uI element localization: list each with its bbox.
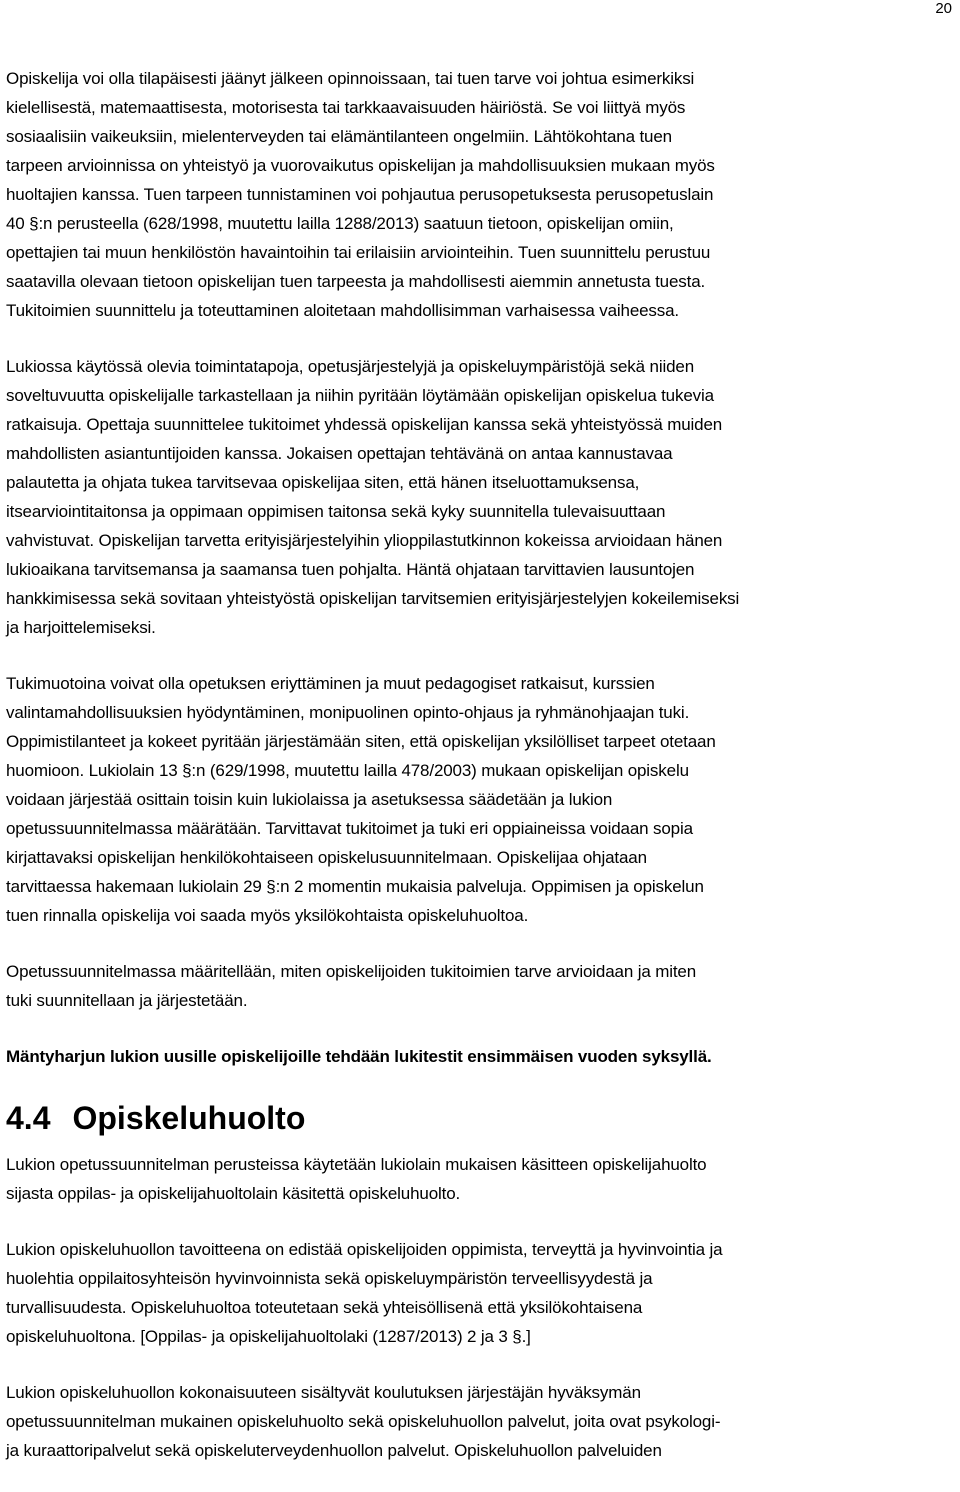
text-line: palautetta ja ohjata tukea tarvitsevaa opiskelijaa siten, että hänen itseluottamuksensa, <box>6 473 640 492</box>
text-line: soveltuvuutta opiskelijalle tarkastellaan ja niihin pyritään löytämään opiskelijan opiskelua tukevia <box>6 386 714 405</box>
document-body <box>6 64 956 1492</box>
text-line: voidaan järjestää osittain toisin kuin lukiolaissa ja asetuksessa säädetään ja lukion <box>6 790 613 809</box>
paragraph-practices <box>6 352 956 642</box>
bold-note: Mäntyharjun lukion uusille opiskelijoille tehdään lukitestit ensimmäisen vuoden syksyllä. <box>6 1047 712 1066</box>
text-line: opettajien tai muun henkilöstön havaintoihin tai erilaisiin arviointeihin. Tuen suunnittelu perustuu <box>6 243 711 262</box>
text-line: kirjattavaksi opiskelijan henkilökohtaiseen opiskelusuunnitelmaan. Opiskelijaa ohjataan <box>6 848 647 867</box>
section-title: Opiskeluhuolto <box>72 1100 306 1136</box>
text-line: ratkaisuja. Opettaja suunnittelee tukitoimet yhdessä opiskelijan kanssa sekä yhteistyössä muiden <box>6 415 723 434</box>
text-line: lukioaikana tarvitsemansa ja saamansa tuen pohjalta. Häntä ohjataan tarvittavien lausuntojen <box>6 560 695 579</box>
text-line: Tukitoimien suunnittelu ja toteuttaminen aloitetaan mahdollisimman varhaisessa vaiheessa. <box>6 301 680 320</box>
paragraph-curriculum-definition <box>6 957 956 1015</box>
text-line: opetussuunnitelmassa määrätään. Tarvittavat tukitoimet ja tuki eri oppiaineissa voidaan sopia <box>6 819 693 838</box>
text-line: valintamahdollisuuksien hyödyntäminen, monipuolinen opinto-ohjaus ja ryhmänohjaajan tuki. <box>6 703 690 722</box>
text-line: sosiaalisiin vaikeuksiin, mielenterveyden tai elämäntilanteen ongelmiin. Lähtökohtana tuen <box>6 127 672 146</box>
text-line: huomioon. Lukiolain 13 §:n (629/1998, muutettu lailla 478/2003) mukaan opiskelijan opiskelu <box>6 761 689 780</box>
text-line: tuki suunnitellaan ja järjestetään. <box>6 991 248 1010</box>
text-line: Lukiossa käytössä olevia toimintatapoja, opetusjärjestelyjä ja opiskeluympäristöjä sekä niiden <box>6 357 695 376</box>
text-line: huoltajien kanssa. Tuen tarpeen tunnistaminen voi pohjautua perusopetuksesta perusopetuslain <box>6 185 714 204</box>
text-line: Lukion opiskeluhuollon kokonaisuuteen sisältyvät koulutuksen järjestäjän hyväksymän <box>6 1383 641 1402</box>
text-line: vahvistuvat. Opiskelijan tarvetta erityisjärjestelyihin ylioppilastutkinnon kokeissa arvioidaan hänen <box>6 531 723 550</box>
text-line: itsearviointitaitonsa ja oppimaan oppimisen taitonsa sekä kyky suunnitella tulevaisuuttaan <box>6 502 666 521</box>
text-line: sijasta oppilas- ja opiskelijahuoltolain käsitettä opiskeluhuolto. <box>6 1184 461 1203</box>
paragraph-whole <box>6 1378 956 1465</box>
text-line: ja harjoittelemiseksi. <box>6 618 156 637</box>
text-line: opiskeluhuoltona. [Oppilas- ja opiskelijahuoltolaki (1287/2013) 2 ja 3 §.] <box>6 1327 531 1346</box>
text-line: tuen rinnalla opiskelija voi saada myös yksilökohtaista opiskeluhuoltoa. <box>6 906 529 925</box>
text-line: opetussuunnitelman mukainen opiskeluhuolto sekä opiskeluhuollon palvelut, joita ovat psykologi- <box>6 1412 721 1431</box>
text-line: turvallisuudesta. Opiskeluhuoltoa toteutetaan sekä yhteisöllisenä että yksilökohtaisena <box>6 1298 643 1317</box>
section-heading <box>6 1098 956 1138</box>
page-number: 20 <box>935 0 952 17</box>
text-line: hankkimisessa sekä sovitaan yhteistyöstä opiskelijan tarvitsemien erityisjärjestelyjen kokeilemiseksi <box>6 589 740 608</box>
text-line: tarvittaessa hakemaan lukiolain 29 §:n 2 momentin mukaisia palveluja. Oppimisen ja opiskelun <box>6 877 704 896</box>
text-line: tarpeen arvioinnissa on yhteistyö ja vuorovaikutus opiskelijan ja mahdollisuuksien mukaan myös <box>6 156 715 175</box>
text-line: ja kuraattoripalvelut sekä opiskeluterveydenhuollon palvelut. Opiskeluhuollon palveluiden <box>6 1441 662 1460</box>
paragraph-definition <box>6 1150 956 1208</box>
text-line: Opetussuunnitelmassa määritellään, miten opiskelijoiden tukitoimien tarve arvioidaan ja miten <box>6 962 697 981</box>
text-line: Opiskelija voi olla tilapäisesti jäänyt jälkeen opinnoissaan, tai tuen tarve voi johtua esimerkiksi <box>6 69 695 88</box>
paragraph-support-forms <box>6 669 956 930</box>
text-line: kielellisestä, matemaattisesta, motorisesta tai tarkkaavaisuuden häiriöstä. Se voi liittyä myös <box>6 98 686 117</box>
text-line: 40 §:n perusteella (628/1998, muutettu lailla 1288/2013) saatuun tietoon, opiskelijan omiin, <box>6 214 674 233</box>
text-line: huolehtia oppilaitosyhteisön hyvinvoinnista sekä opiskeluympäristön terveellisyydestä ja <box>6 1269 653 1288</box>
text-line: Lukion opetussuunnitelman perusteissa käytetään lukiolain mukaisen käsitteen opiskelijahuolto <box>6 1155 707 1174</box>
text-line: saatavilla olevaan tietoon opiskelijan tuen tarpeesta ja mahdollisesti aiemmin annetusta tuesta. <box>6 272 706 291</box>
text-line: mahdollisten asiantuntijoiden kanssa. Jokaisen opettajan tehtävänä on antaa kannustavaa <box>6 444 673 463</box>
text-line: Oppimistilanteet ja kokeet pyritään järjestämään siten, että opiskelijan yksilölliset tarpeet otetaan <box>6 732 716 751</box>
paragraph-support-need <box>6 64 956 325</box>
text-line: Lukion opiskeluhuollon tavoitteena on edistää opiskelijoiden oppimista, terveyttä ja hyvinvointia ja <box>6 1240 723 1259</box>
section-number: 4.4 <box>6 1100 51 1136</box>
paragraph-goal <box>6 1235 956 1351</box>
text-line: Tukimuotoina voivat olla opetuksen eriyttäminen ja muut pedagogiset ratkaisut, kurssien <box>6 674 655 693</box>
